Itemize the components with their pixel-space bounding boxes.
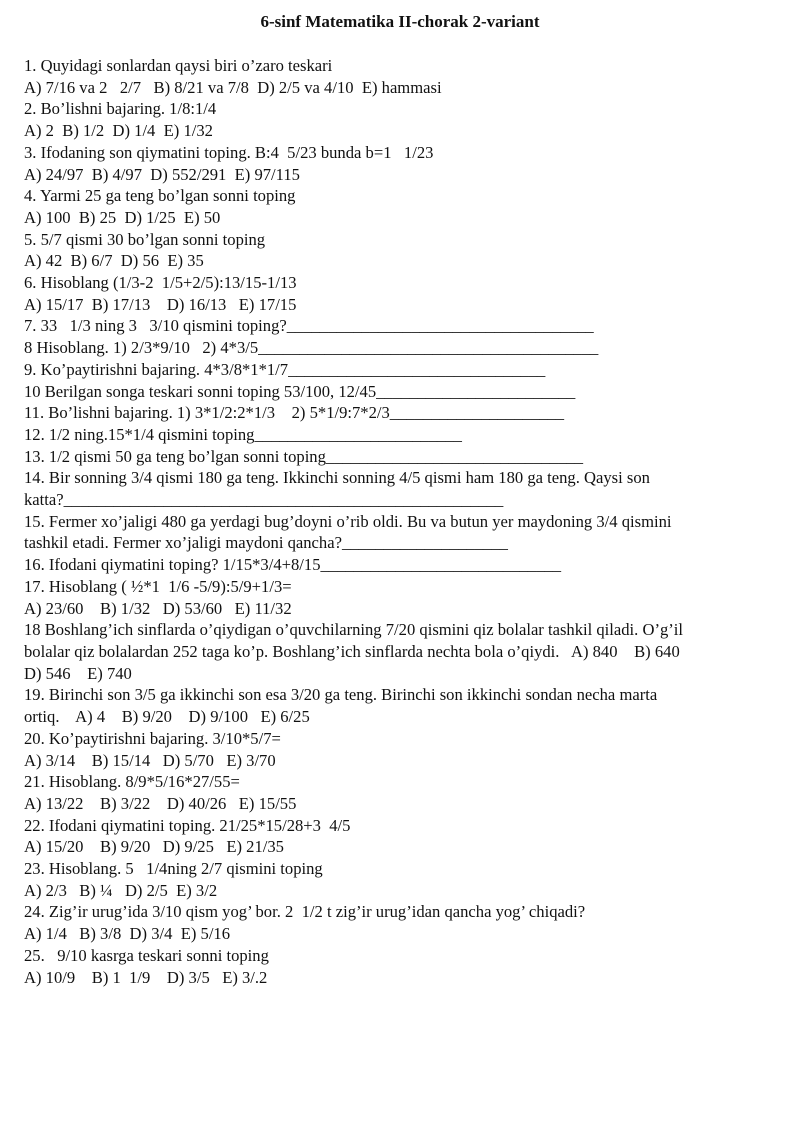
text-line: A) 13/22 B) 3/22 D) 40/26 E) 15/55 — [24, 793, 297, 813]
text-line: 10 Berilgan songa teskari sonni toping 53/100, 12/45________________________ — [24, 381, 576, 401]
text-line: 6. Hisoblang (1/3-2 1/5+2/5):13/15-1/13 — [24, 273, 297, 293]
text-line: 17. Hisoblang ( ½*1 1/6 -5/9):5/9+1/3= — [24, 576, 292, 596]
page-title: 6-sinf Matematika II-chorak 2-variant — [260, 12, 540, 31]
text-line: 22. Ifodani qiymatini toping. 21/25*15/28+3 4/5 — [24, 815, 351, 835]
text-line: 25. 9/10 kasrga teskari sonni toping — [24, 945, 269, 965]
text-line: A) 23/60 B) 1/32 D) 53/60 E) 11/32 — [24, 598, 292, 618]
text-line: 1. Quyidagi sonlardan qaysi biri o’zaro teskari — [24, 56, 333, 75]
text-line: A) 24/97 B) 4/97 D) 552/291 E) 97/115 — [24, 164, 300, 184]
text-line: 12. 1/2 ning.15*1/4 qismini toping_________________________ — [24, 424, 462, 444]
text-line: A) 15/17 B) 17/13 D) 16/13 E) 17/15 — [24, 294, 297, 314]
text-line: 23. Hisoblang. 5 1/4ning 2/7 qismini toping — [24, 859, 323, 879]
text-line: 11. Bo’lishni bajaring. 1) 3*1/2:2*1/3 2) 5*1/9:7*2/3_____________________ — [24, 403, 565, 423]
text-line: 3. Ifodaning son qiymatini toping. B:4 5/23 bunda b=1 1/23 — [24, 142, 434, 162]
text-line: 5. 5/7 qismi 30 bo’lgan sonni toping — [24, 229, 266, 249]
text-line: 2. Bo’lishni bajaring. 1/8:1/4 — [24, 99, 217, 119]
text-line: bolalar qiz bolalardan 252 taga ko’p. Boshlang’ich sinflarda nechta bola o’qiydi. A) 840 B) 640 — [24, 641, 680, 661]
text-line: A) 2/3 B) ¼ D) 2/5 E) 3/2 — [24, 880, 218, 900]
text-line: katta?_____________________________________________________ — [24, 490, 504, 510]
text-line: tashkil etadi. Fermer xo’jaligi maydoni qancha?____________________ — [24, 533, 508, 553]
text-line: 13. 1/2 qismi 50 ga teng bo’lgan sonni toping_______________________________ — [24, 446, 584, 466]
text-line: D) 546 E) 740 — [24, 663, 132, 683]
text-line: 14. Bir sonning 3/4 qismi 180 ga teng. Ikkinchi sonning 4/5 qismi ham 180 ga teng. Qaysi son — [24, 468, 650, 488]
text-line: A) 10/9 B) 1 1/9 D) 3/5 E) 3/.2 — [24, 967, 268, 987]
text-line: 20. Ko’paytirishni bajaring. 3/10*5/7= — [24, 728, 281, 748]
text-line: 15. Fermer xo’jaligi 480 ga yerdagi bug’doyni o’rib oldi. Bu va butun yer maydoning 3/4 qismini — [24, 511, 672, 531]
worksheet-page — [24, 10, 776, 988]
text-line: A) 15/20 B) 9/20 D) 9/25 E) 21/35 — [24, 837, 284, 857]
text-line: 8 Hisoblang. 1) 2/3*9/10 2) 4*3/5_________________________________________ — [24, 338, 599, 358]
text-line: A) 2 B) 1/2 D) 1/4 E) 1/32 — [24, 121, 213, 141]
text-line: A) 42 B) 6/7 D) 56 E) 35 — [24, 251, 204, 271]
text-line: 21. Hisoblang. 8/9*5/16*27/55= — [24, 772, 240, 792]
text-line: ortiq. A) 4 B) 9/20 D) 9/100 E) 6/25 — [24, 707, 310, 727]
text-line: 4. Yarmi 25 ga teng bo’lgan sonni toping — [24, 186, 296, 206]
question-list — [24, 55, 776, 988]
text-line: 16. Ifodani qiymatini toping? 1/15*3/4+8/15_____________________________ — [24, 555, 562, 575]
text-line: A) 3/14 B) 15/14 D) 5/70 E) 3/70 — [24, 750, 276, 770]
text-line: A) 7/16 va 2 2/7 B) 8/21 va 7/8 D) 2/5 va 4/10 E) hammasi — [24, 77, 442, 97]
text-line: 24. Zig’ir urug’ida 3/10 qism yog’ bor. 2 1/2 t zig’ir urug’idan qancha yog’ chiqadi? — [24, 902, 586, 922]
text-line: 18 Boshlang’ich sinflarda o’qiydigan o’quvchilarning 7/20 qismini qiz bolalar tashkil qiladi. O’g’il — [24, 620, 684, 640]
text-line: 19. Birinchi son 3/5 ga ikkinchi son esa 3/20 ga teng. Birinchi son ikkinchi sondan necha marta — [24, 685, 658, 705]
text-line: A) 1/4 B) 3/8 D) 3/4 E) 5/16 — [24, 924, 231, 944]
text-line: 7. 33 1/3 ning 3 3/10 qismini toping?_____________________________________ — [24, 316, 594, 336]
text-line: A) 100 B) 25 D) 1/25 E) 50 — [24, 207, 221, 227]
text-line: 9. Ko’paytirishni bajaring. 4*3/8*1*1/7_______________________________ — [24, 359, 546, 379]
